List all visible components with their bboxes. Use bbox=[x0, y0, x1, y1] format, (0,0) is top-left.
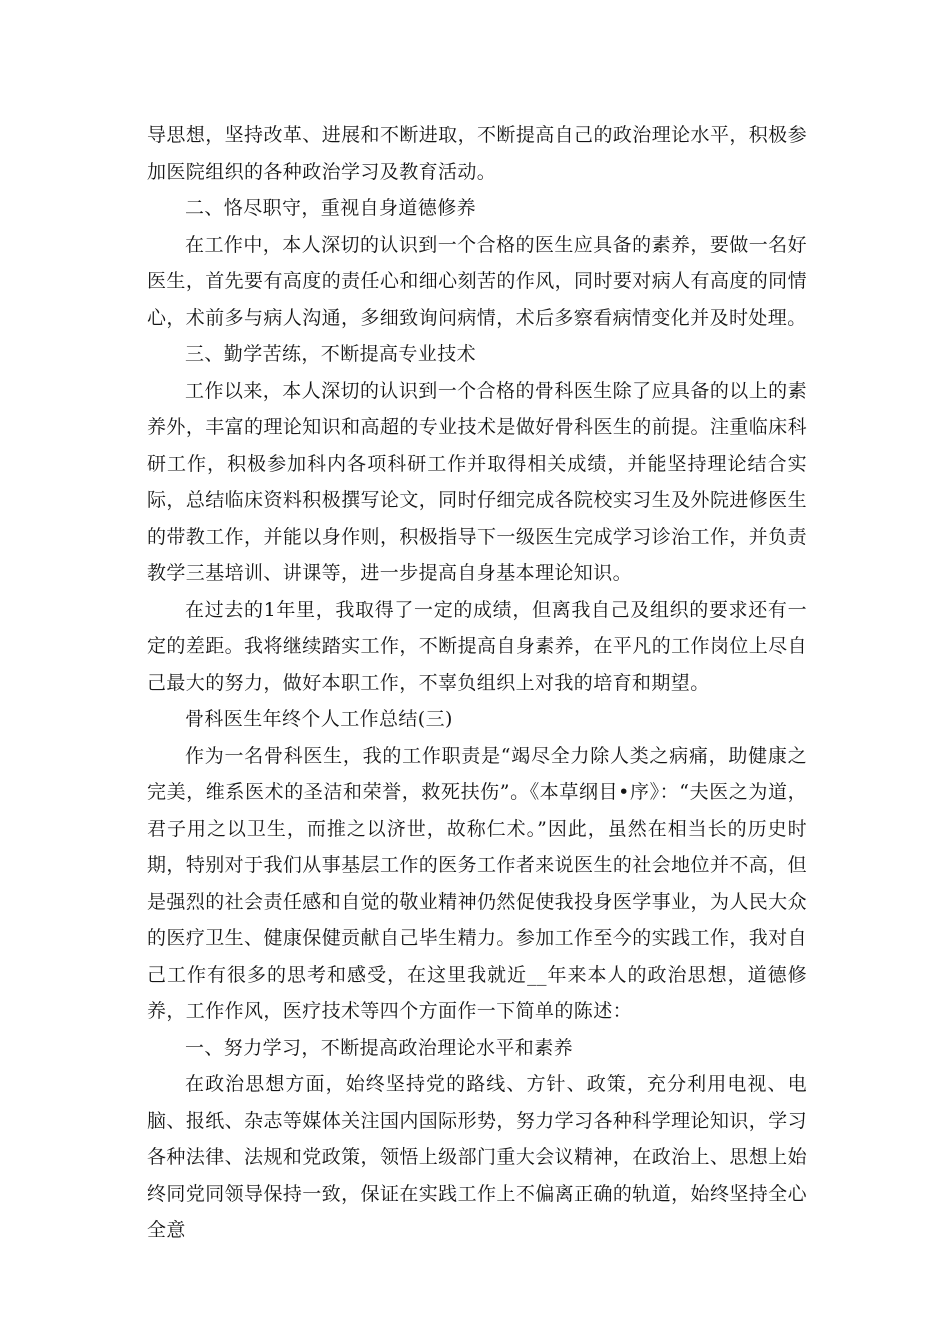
section-heading-3: 三、勤学苦练，不断提高专业技术 bbox=[185, 343, 477, 365]
paragraph: 在政治思想方面，始终坚持党的路线、方针、政策，充分利用电视、电脑、报纸、杂志等媒体关注国内国际形势，努力学习各种科学理论知识，学习各种法律、法规和党政策，领悟上级部门重大会议精神，在政治上、思想上始终同党同领导保持一致，保证在实践工作上不偏离正确的轨道，始终坚持全心全意 bbox=[147, 1073, 807, 1241]
paragraph: 工作以来，本人深切的认识到一个合格的骨科医生除了应具备的以上的素养外，丰富的理论知识和高超的专业技术是做好骨科医生的前提。注重临床科研工作，积极参加科内各项科研工作并取得相关成绩，并能坚持理论结合实际，总结临床资料积极撰写论文，同时仔细完成各院校实习生及外院进修医生的带教工作，并能以身作则，积极指导下一级医生完成学习诊治工作，并负责教学三基培训、讲课等，进一步提高自身基本理论知识。 bbox=[147, 379, 807, 584]
document-body bbox=[147, 117, 807, 1249]
document-subtitle: 骨科医生年终个人工作总结(三) bbox=[185, 708, 453, 730]
section-heading-1: 一、努力学习，不断提高政治理论水平和素养 bbox=[185, 1036, 574, 1059]
paragraph: 作为一名骨科医生，我的工作职责是“竭尽全力除人类之病痛，助健康之完美，维系医术的圣洁和荣誉，救死扶伤”。《本草纲目•序》：“夫医之为道，君子用之以卫生，而推之以济世，故称仁术。”因此，虽然在相当长的历史时期，特别对于我们从事基层工作的医务工作者来说医生的社会地位并不高，但是强烈的社会责任感和自觉的敬业精神仍然促使我投身医学事业，为人民大众的医疗卫生、健康保健贡献自己毕生精力。参加工作至今的实践工作，我对自己工作有很多的思考和感受，在这里我就近__年来本人的政治思想，道德修养，工作作风，医疗技术等四个方面作一下简单的陈述： bbox=[147, 744, 807, 1022]
paragraph: 在过去的1年里，我取得了一定的成绩，但离我自己及组织的要求还有一定的差距。我将继续踏实工作，不断提高自身素养，在平凡的工作岗位上尽自己最大的努力，做好本职工作，不辜负组织上对我的培育和期望。 bbox=[147, 598, 807, 694]
paragraph: 在工作中，本人深切的认识到一个合格的医生应具备的素养，要做一名好医生，首先要有高度的责任心和细心刻苦的作风，同时要对病人有高度的同情心，术前多与病人沟通，多细致询问病情，术后多察看病情变化并及时处理。 bbox=[147, 233, 807, 329]
paragraph-continuation: 导思想，坚持改革、进展和不断进取，不断提高自己的政治理论水平，积极参加医院组织的各种政治学习及教育活动。 bbox=[147, 124, 807, 183]
section-heading-2: 二、恪尽职守，重视自身道德修养 bbox=[185, 197, 477, 219]
